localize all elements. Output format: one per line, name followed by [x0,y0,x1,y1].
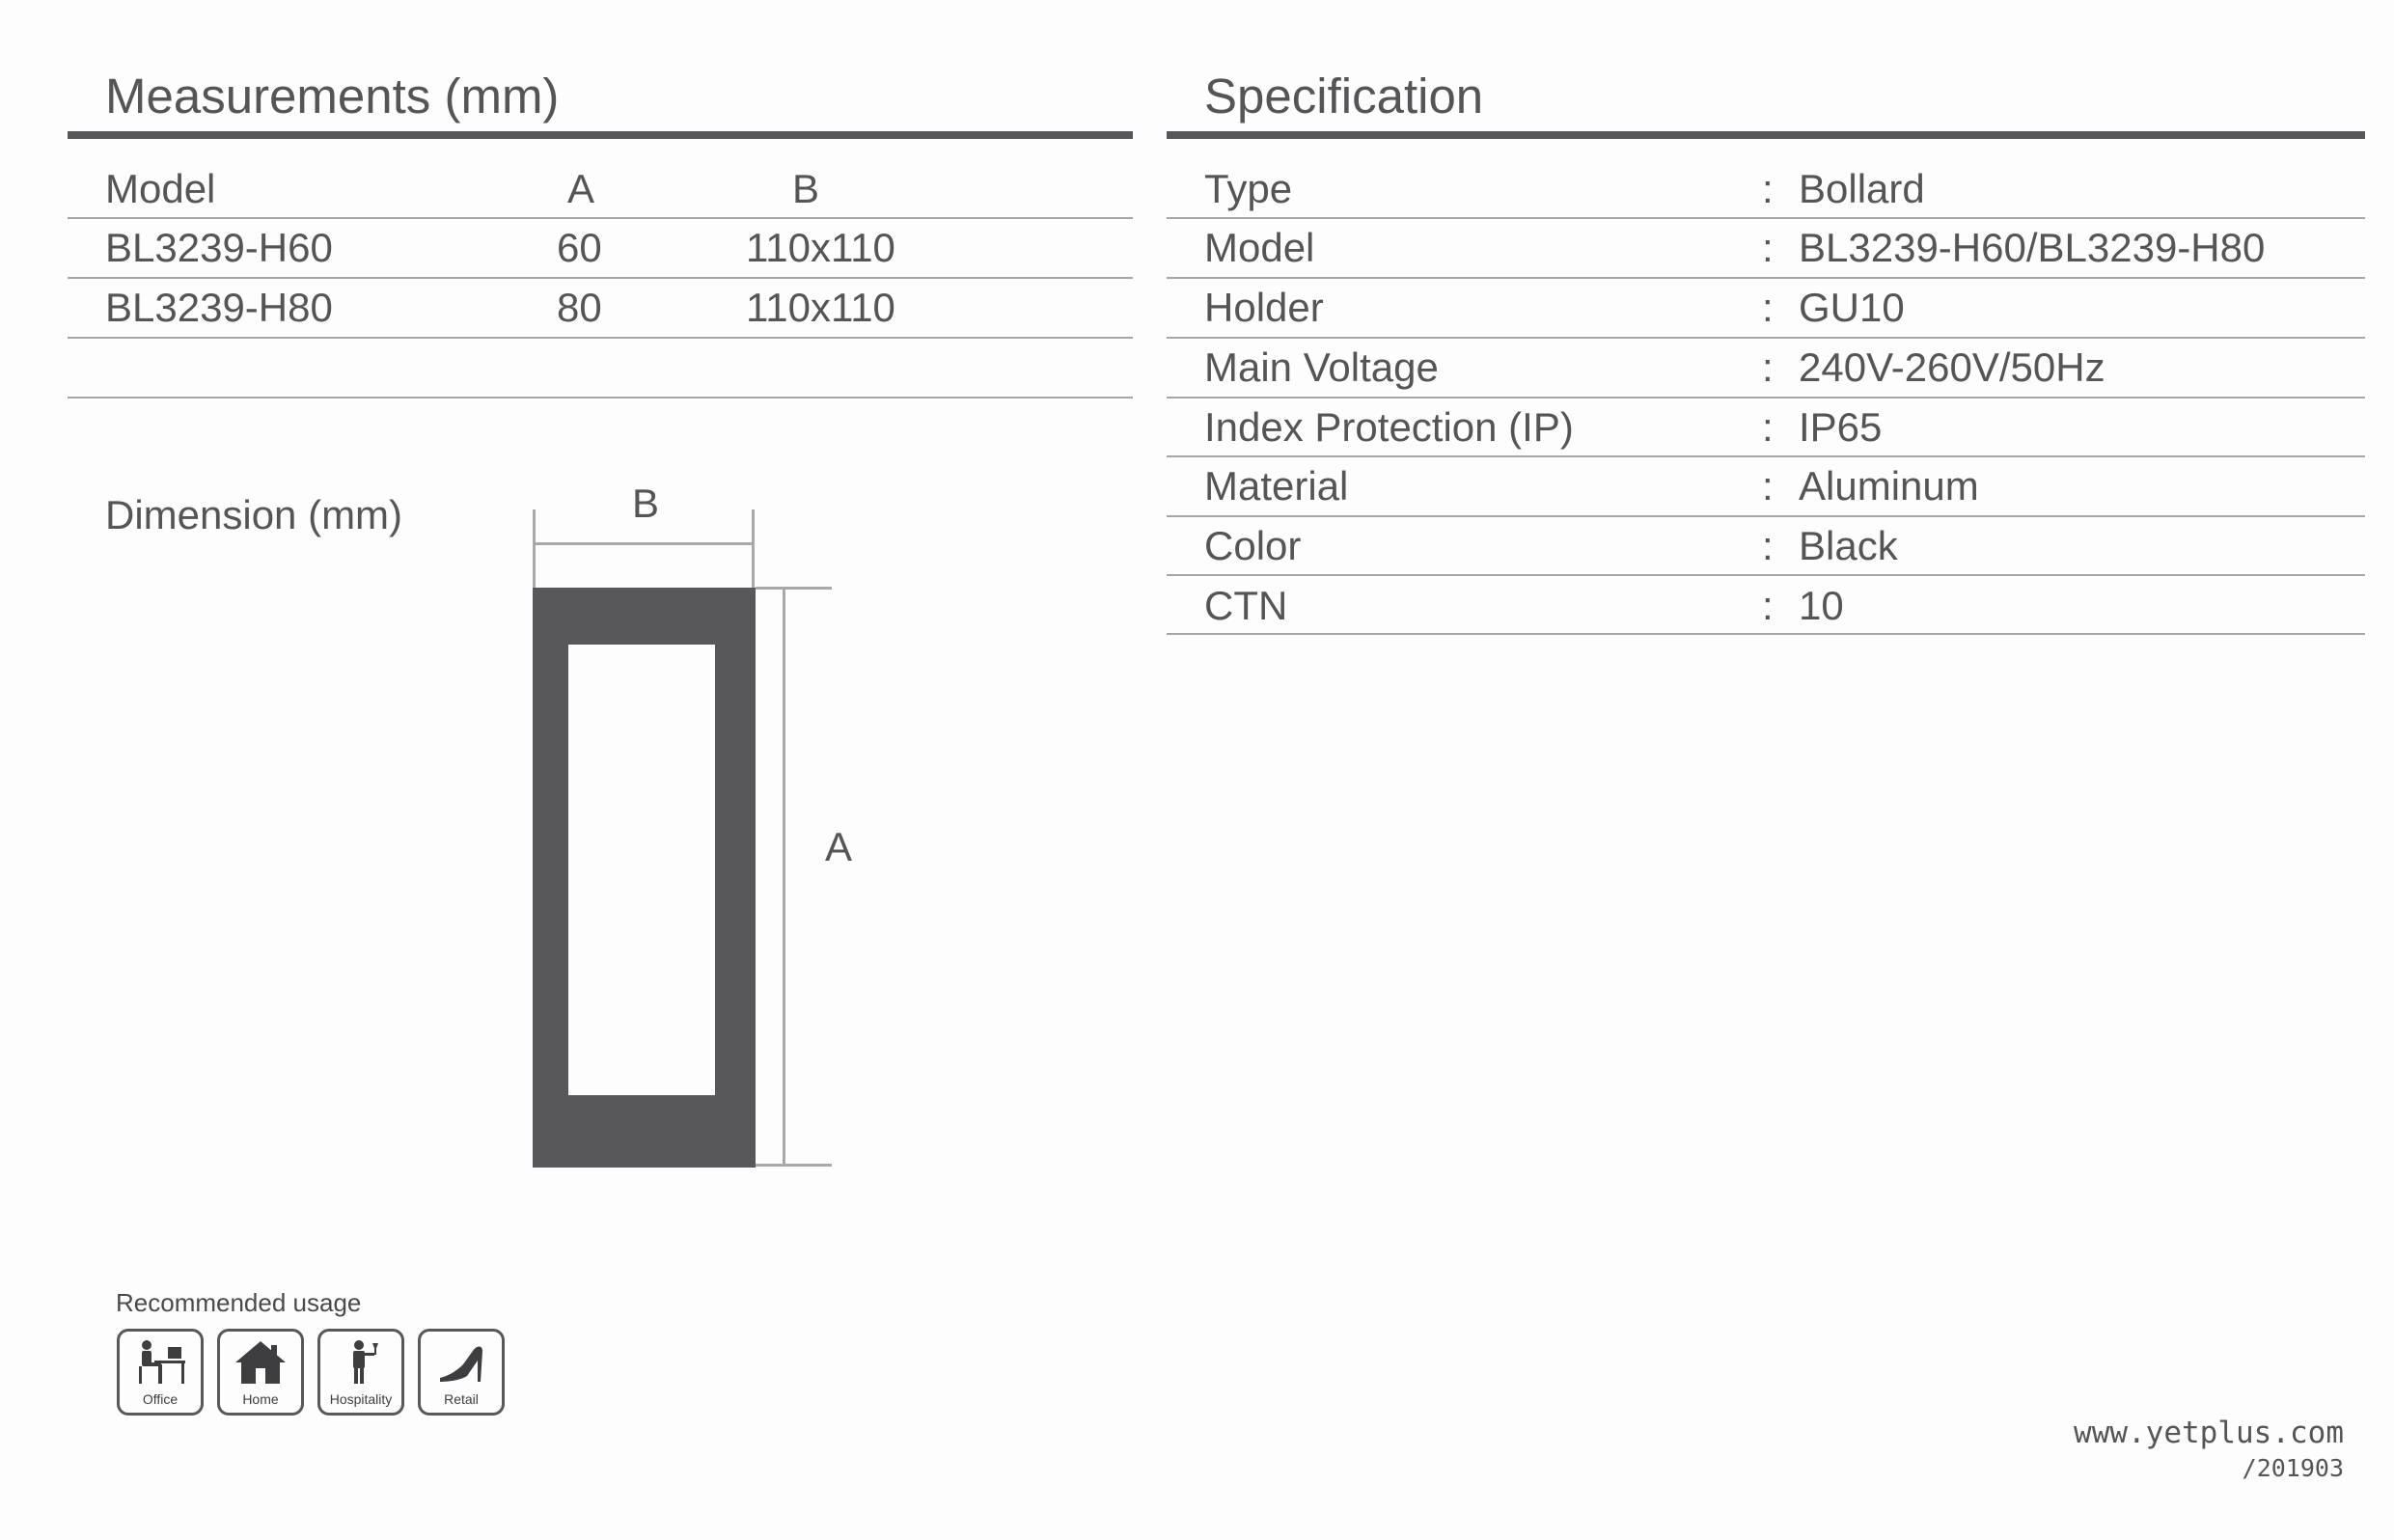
spec-separator: : [1762,523,1774,568]
table-row-divider [1167,515,2365,517]
dimension-a-extension-line [756,587,832,590]
measurements-cell-a: 60 [557,225,602,270]
dimension-title: Dimension (mm) [105,492,403,537]
footer-code: /201903 [2242,1454,2344,1482]
dimension-a-line [783,587,785,1167]
home-icon [234,1339,288,1386]
table-row-divider [1167,397,2365,399]
measurements-cell-model: BL3239-H60 [105,225,333,270]
spec-key: Model [1204,225,1315,270]
spec-key: Material [1204,463,1349,509]
table-row-divider [1167,217,2365,219]
recommended-usage-title: Recommended usage [116,1288,362,1317]
table-row-divider [1167,337,2365,339]
dimension-b-extension-line [752,509,755,589]
measurements-header-a: A [567,166,595,211]
measurements-cell-b: 110x110 [746,225,895,270]
usage-label: Office [142,1391,179,1407]
spec-key: Holder [1204,285,1324,330]
table-row-divider [1167,633,2365,635]
spec-key: Color [1204,523,1302,568]
table-row-divider [1167,574,2365,576]
table-row-divider [1167,277,2365,279]
spec-separator: : [1762,285,1774,330]
spec-key: Type [1204,166,1293,211]
dimension-b-label: B [632,481,660,526]
table-row-divider [68,337,1133,339]
table-row-divider [1167,455,2365,457]
usage-retail [418,1329,505,1416]
spec-value: GU10 [1799,285,1905,330]
spec-key: Main Voltage [1204,344,1439,390]
usage-label: Home [242,1391,279,1407]
retail-icon [434,1339,488,1386]
bollard-window [568,645,715,1095]
footer-website: www.yetplus.com [2074,1416,2344,1450]
spec-value: 240V-260V/50Hz [1799,344,2105,390]
spec-separator: : [1762,166,1774,211]
measurements-title: Measurements (mm) [105,69,560,124]
spec-value: Aluminum [1799,463,1979,509]
spec-value: 10 [1799,583,1844,628]
measurements-header-model: Model [105,166,216,211]
dimension-b-line [533,542,755,545]
spec-separator: : [1762,583,1774,628]
usage-label: Hospitality [329,1391,393,1407]
hospitality-icon [334,1339,388,1386]
table-row-divider [68,217,1133,219]
table-row-divider [68,397,1133,399]
spec-separator: : [1762,225,1774,270]
dimension-a-label: A [825,824,853,869]
office-icon [133,1339,187,1386]
usage-home [217,1329,304,1416]
spec-key: CTN [1204,583,1288,628]
spec-separator: : [1762,404,1774,450]
dimension-a-extension-line [756,1164,832,1167]
usage-office [117,1329,204,1416]
measurements-heading-rule [68,131,1133,139]
table-row-divider [68,277,1133,279]
usage-hospitality [317,1329,404,1416]
measurements-cell-a: 80 [557,285,602,330]
spec-separator: : [1762,463,1774,509]
spec-value: Bollard [1799,166,1925,211]
spec-separator: : [1762,344,1774,390]
measurements-cell-model: BL3239-H80 [105,285,333,330]
spec-value: Black [1799,523,1898,568]
measurements-cell-b: 110x110 [746,285,895,330]
specification-heading-rule [1167,131,2365,139]
measurements-header-b: B [792,166,820,211]
spec-value: IP65 [1799,404,1883,450]
spec-key: Index Protection (IP) [1204,404,1574,450]
spec-value: BL3239-H60/BL3239-H80 [1799,225,2266,270]
usage-label: Retail [444,1391,479,1407]
dimension-b-extension-line [533,509,536,589]
specification-title: Specification [1204,69,1484,124]
